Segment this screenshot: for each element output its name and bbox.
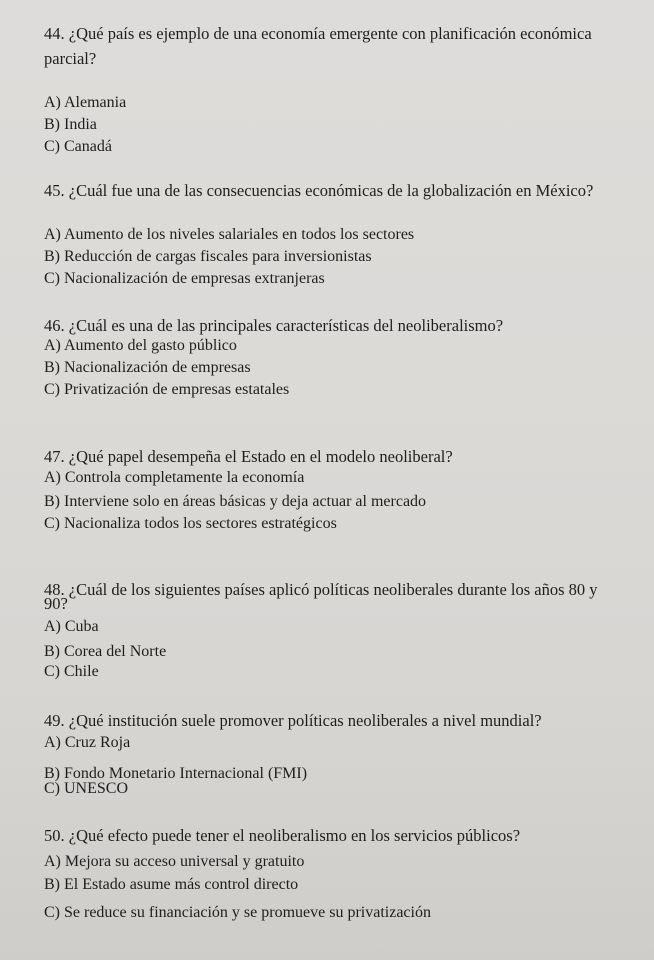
question-49-text: ¿Qué institución suele promover políticas neoliberales a nivel mundial? <box>68 711 542 730</box>
question-49-option-a: A) Cruz Roja <box>44 734 131 751</box>
question-44-option-b: B) India <box>44 116 97 133</box>
question-47-option-b: B) Interviene solo en áreas básicas y deja actuar al mercado <box>44 493 427 510</box>
question-46-number: 46. <box>44 316 65 335</box>
question-48-option-a: A) Cuba <box>44 618 99 635</box>
question-50-option-c: C) Se reduce su financiación y se promueve su privatización <box>44 904 431 921</box>
question-46-option-b: B) Nacionalización de empresas <box>44 359 251 376</box>
question-47-text: ¿Qué papel desempeña el Estado en el modelo neoliberal? <box>68 447 453 466</box>
question-49-line1 <box>44 711 542 731</box>
question-49-number: 49. <box>44 711 65 730</box>
question-44-option-a: A) Alemania <box>44 94 127 111</box>
question-44-text: ¿Qué país es ejemplo de una economía emergente con planificación económica <box>68 24 592 43</box>
question-50-option-b: B) El Estado asume más control directo <box>44 876 299 893</box>
question-45-line1 <box>44 181 593 201</box>
question-48-line1 <box>44 580 598 600</box>
question-50-text: ¿Qué efecto puede tener el neoliberalismo en los servicios públicos? <box>68 826 521 845</box>
question-50-line1 <box>44 826 520 846</box>
question-50-number: 50. <box>44 826 65 845</box>
question-48-option-c: C) Chile <box>44 663 99 680</box>
question-50-option-a: A) Mejora su acceso universal y gratuito <box>44 853 305 870</box>
question-47-line1 <box>44 447 453 467</box>
question-44-line2: parcial? <box>44 49 97 68</box>
question-46-line1 <box>44 316 503 336</box>
question-44-line1 <box>44 24 592 44</box>
question-44-number: 44. <box>44 24 65 43</box>
question-48-number: 48. <box>44 580 65 599</box>
question-45-text: ¿Cuál fue una de las consecuencias económicas de la globalización en México? <box>68 181 594 200</box>
question-44-option-c: C) Canadá <box>44 138 112 155</box>
question-45-number: 45. <box>44 181 65 200</box>
question-47-number: 47. <box>44 447 65 466</box>
question-48-line2: 90? <box>44 594 68 613</box>
question-45-option-c: C) Nacionalización de empresas extranjeras <box>44 270 325 287</box>
question-48-text: ¿Cuál de los siguientes países aplicó políticas neoliberales durante los años 80 y <box>68 580 598 599</box>
question-45-option-a: A) Aumento de los niveles salariales en todos los sectores <box>44 226 415 243</box>
question-49-option-b: B) Fondo Monetario Internacional (FMI) <box>44 765 308 782</box>
question-49-option-c: C) UNESCO <box>44 780 129 797</box>
question-48-option-b: B) Corea del Norte <box>44 643 167 660</box>
question-46-text: ¿Cuál es una de las principales características del neoliberalismo? <box>68 316 504 335</box>
question-46-option-a: A) Aumento del gasto público <box>44 337 237 354</box>
question-47-option-c: C) Nacionaliza todos los sectores estratégicos <box>44 515 337 532</box>
question-46-option-c: C) Privatización de empresas estatales <box>44 381 290 398</box>
question-47-option-a: A) Controla completamente la economía <box>44 469 305 486</box>
question-45-option-b: B) Reducción de cargas fiscales para inversionistas <box>44 248 372 265</box>
